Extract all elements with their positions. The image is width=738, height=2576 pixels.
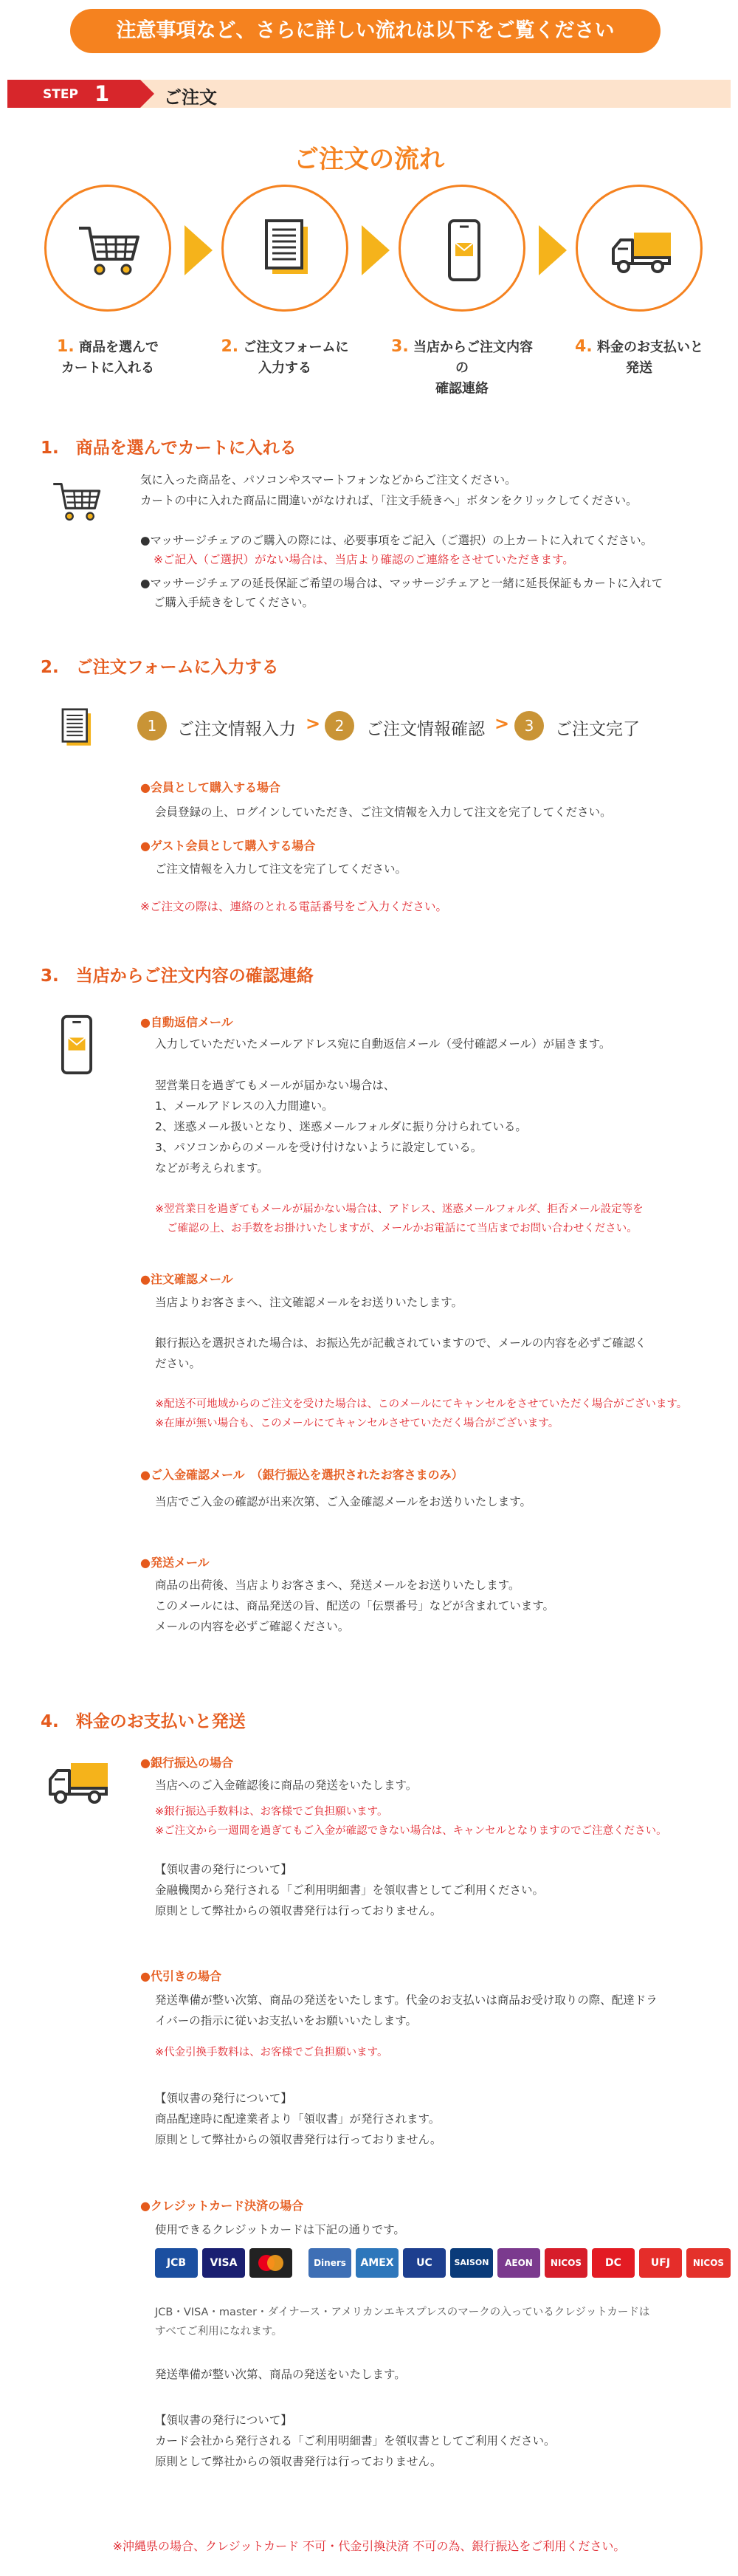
flow-step-confirm (399, 185, 525, 312)
payment-confirm-heading: ●ご入金確認メール （銀行振込を選択されたお客さまのみ） (140, 1468, 463, 1482)
uc-card-logo: UC (403, 2248, 446, 2278)
text: 商品の出荷後、当店よりお客さまへ、発送メールをお送りいたします。 (155, 1579, 520, 1592)
text: 入力していただいたメールアドレス宛に自動返信メール（受付確認メール）が届きます。 (155, 1037, 611, 1051)
details-link-banner[interactable]: 注意事項など、さらに詳しい流れは以下をご覧ください (70, 9, 661, 53)
step-number-badge: 3 (514, 711, 544, 741)
text: メールの内容を必ずご確認ください。 (155, 1620, 350, 1633)
flow-step-form (221, 185, 348, 312)
text: JCB・VISA・master・ダイナース・アメリカンエキスプレスのマークの入っているクレジットカードは (155, 2307, 650, 2318)
flow-label: 3. 当店からご注文内容の 確認連絡 (391, 337, 533, 396)
chevron-right-icon: > (494, 713, 510, 734)
section-2-heading: 2. ご注文フォームに入力する (41, 658, 279, 677)
delivery-truck-icon (41, 1751, 115, 1813)
text: 気に入った商品を、パソコンやスマートフォンなどからご注文ください。 (140, 473, 517, 487)
step-number-badge: 1 (137, 711, 167, 741)
flow-arrow (184, 225, 213, 275)
aeon-card-logo: AEON (497, 2248, 540, 2278)
step-title: ご注文 (164, 87, 217, 108)
chevron-right-icon: > (306, 713, 321, 734)
dc-card-logo: DC (592, 2248, 635, 2278)
text: 商品配達時に配達業者より「領収書」が発行されます。 (155, 2112, 441, 2126)
jcb-card-logo: JCB (155, 2248, 198, 2278)
text: ご注文情報を入力して注文を完了してください。 (155, 862, 407, 876)
text: 発送準備が整い次第、商品の発送をいたします。代金のお支払いは商品お受け取りの際、配達ドラ (155, 1993, 658, 2007)
step-header (7, 80, 731, 108)
bullet: ●マッサージチェアの延長保証ご希望の場合は、マッサージチェアと一緒に延長保証もカートに入れて (140, 577, 663, 590)
guest-heading: ●ゲスト会員として購入する場合 (140, 839, 316, 853)
text: 翌営業日を過ぎてもメールが届かない場合は、 (155, 1079, 396, 1092)
document-icon (52, 701, 102, 760)
step-label: ご注文情報確認 (366, 720, 485, 739)
text: 金融機関から発行される「ご利用明細書」を領収書としてご利用ください。 (155, 1883, 545, 1897)
nicos-emblem-logo: NICOS (545, 2248, 587, 2278)
okinawa-note: ※沖縄県の場合、クレジットカード 不可・代金引換決済 不可の為、銀行振込をご利用ください。 (112, 2539, 626, 2553)
note: ※ご記入（ご選択）がない場合は、当店より確認のご連絡をさせていただきます。 (154, 553, 574, 566)
mastercard-logo (249, 2248, 292, 2278)
flow-label: 4. 料金のお支払いと 発送 (575, 337, 703, 376)
bank-transfer-heading: ●銀行振込の場合 (140, 1756, 233, 1770)
note: ※ご注文から一週間を過ぎてもご入金が確認できない場合は、キャンセルとなりますのでご注意ください。 (155, 1825, 667, 1837)
text: 当店よりお客さまへ、注文確認メールをお送りいたします。 (155, 1296, 463, 1309)
ufj-card-logo: UFJ (639, 2248, 682, 2278)
section-3-heading: 3. 当店からご注文内容の確認連絡 (41, 966, 314, 986)
text: 銀行振込を選択された場合は、お振込先が記載されていますので、メールの内容を必ずご確認く (155, 1336, 646, 1350)
member-heading: ●会員として購入する場合 (140, 780, 280, 794)
note: ※銀行振込手数料は、お客様でご負担願います。 (155, 1806, 388, 1818)
diners-card-logo: Diners (308, 2248, 351, 2278)
document-icon (250, 213, 324, 287)
text: などが考えられます。 (155, 1161, 269, 1175)
smartphone-mail-icon (55, 1013, 99, 1079)
text: カード会社から発行される「ご利用明細書」を領収書としてご利用ください。 (155, 2434, 556, 2448)
shopping-cart-icon (73, 213, 147, 287)
shipping-mail-heading: ●発送メール (140, 1556, 210, 1570)
flow-arrow (539, 225, 567, 275)
text: 【領収書の発行について】 (155, 2414, 292, 2427)
bullet: ●マッサージチェアのご購入の際には、必要事項をご記入（ご選択）の上カートに入れてください。 (140, 534, 653, 547)
flow-step-delivery (576, 185, 703, 312)
step-number-badge: 2 (325, 711, 354, 741)
step-label: ご注文情報入力 (177, 720, 296, 739)
text: 原則として弊社からの領収書発行は行っておりません。 (155, 2133, 442, 2146)
text: ご購入手続きをしてください。 (154, 596, 314, 609)
nicos-card-logo: NICOS (686, 2248, 731, 2278)
cod-heading: ●代引きの場合 (140, 1969, 221, 1983)
step-tag (7, 80, 140, 108)
text: イバーの指示に従いお支払いをお願いいたします。 (155, 2014, 417, 2027)
text: 【領収書の発行について】 (155, 2092, 292, 2105)
delivery-truck-icon (604, 213, 678, 287)
visa-card-logo: VISA (202, 2248, 245, 2278)
step-number: 1 (94, 81, 110, 106)
text: カートの中に入れた商品に間違いがなければ、「注文手続きへ」ボタンをクリックしてください。 (140, 494, 638, 507)
flow-label: 2. ご注文フォームに 入力する (221, 337, 349, 376)
text: 発送準備が整い次第、商品の発送をいたします。 (155, 2368, 406, 2381)
saison-card-logo: SAISON (450, 2248, 493, 2278)
note: ご確認の上、お手数をお掛けいたしますが、メールかお電話にて当店までお問い合わせください。 (167, 1223, 638, 1234)
text: 原則として弊社からの領収書発行は行っておりません。 (155, 1904, 442, 1917)
note: ※在庫が無い場合も、このメールにてキャンセルさせていただく場合がございます。 (155, 1418, 559, 1429)
flow-arrow (362, 225, 390, 275)
note: ※ご注文の際は、連絡のとれる電話番号をご入力ください。 (140, 900, 447, 913)
shopping-cart-icon (48, 473, 107, 533)
text: すべてご利用になれます。 (155, 2326, 283, 2338)
note: ※代金引換手数料は、お客様でご負担願います。 (155, 2047, 388, 2058)
section-4-heading: 4. 料金のお支払いと発送 (41, 1712, 246, 1731)
text: ださい。 (155, 1357, 201, 1370)
text: 【領収書の発行について】 (155, 1863, 292, 1876)
step-label: STEP (43, 87, 78, 102)
text: 2、迷惑メール扱いとなり、迷惑メールフォルダに振り分けられている。 (155, 1120, 527, 1133)
text: 3、パソコンからのメールを受け付けないように設定している。 (155, 1141, 483, 1154)
step-label: ご注文完了 (555, 720, 640, 739)
amex-card-logo: AMEX (356, 2248, 399, 2278)
smartphone-mail-icon (427, 213, 501, 287)
text: 原則として弊社からの領収書発行は行っておりません。 (155, 2455, 442, 2468)
flow-label: 1. 商品を選んで カートに入れる (57, 337, 159, 376)
section-1-heading: 1. 商品を選んでカートに入れる (41, 439, 297, 458)
text: このメールには、商品発送の旨、配送の「伝票番号」などが含まれています。 (155, 1599, 554, 1612)
order-confirm-heading: ●注文確認メール (140, 1272, 233, 1286)
flow-step-cart (44, 185, 171, 312)
text: 当店へのご入金確認後に商品の発送をいたします。 (155, 1779, 418, 1792)
text: 当店でご入金の確認が出来次第、ご入金確認メールをお送りいたします。 (155, 1495, 531, 1508)
credit-card-heading: ●クレジットカード決済の場合 (140, 2199, 304, 2213)
text: 使用できるクレジットカードは下記の通りです。 (155, 2223, 405, 2236)
text: 1、メールアドレスの入力間違い。 (155, 1099, 334, 1113)
flow-title: ご注文の流れ (294, 145, 444, 174)
auto-reply-heading: ●自動返信メール (140, 1015, 233, 1029)
note: ※翌営業日を過ぎてもメールが届かない場合は、アドレス、迷惑メールフォルダ、拒否メール設定等を (155, 1203, 644, 1215)
note: ※配送不可地域からのご注文を受けた場合は、このメールにてキャンセルをさせていただく場合がございます。 (155, 1398, 688, 1410)
text: 会員登録の上、ログインしていただき、ご注文情報を入力して注文を完了してください。 (155, 806, 612, 819)
